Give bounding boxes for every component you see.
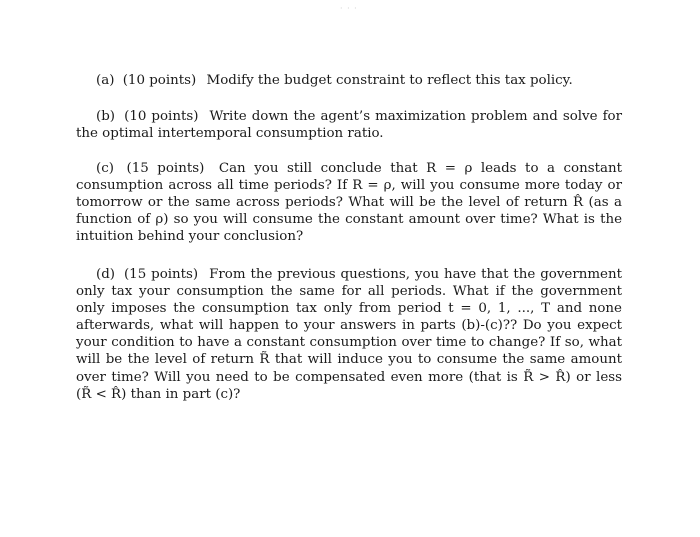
part-label: (d) [96, 267, 116, 282]
part-points: (15 points) [123, 267, 199, 282]
page-top-mark: · · · [340, 4, 358, 13]
part-question-text: From the previous questions, you have that the government only tax your consumption the same for all periods. What if the government only imposes the consumption tax only from period t = 0, 1, ..., T and none afterwards, what will happen to your answers in parts (b)-(c)?? Do you expect your condition to have a constant consumption over time to change? If so, what will be the level of return R̃ that will induce you to consume the same amount over time? Will you need to be compensated even more (that is R̃ > R̂) or less (R̃ < R̂) than in part (c)? [76, 267, 622, 402]
part-question-text: Modify the budget constraint to reflect this tax policy. [206, 73, 573, 88]
part-points: (10 points) [124, 109, 199, 124]
part-points: (15 points) [126, 161, 205, 176]
question-part-d [76, 266, 622, 403]
part-question-text: Write down the agent’s maximization problem and solve for the optimal intertemporal consumption ratio. [76, 109, 623, 142]
part-label: (c) [96, 161, 114, 176]
part-label: (b) [96, 109, 116, 124]
part-label: (a) [96, 73, 115, 88]
question-part-c [76, 160, 622, 245]
part-question-text: Can you still conclude that R = ρ leads to a constant consumption across all time periods? If R = ρ, will you consume more today or tomorrow or the same across periods? What will be the level of return R̂ (as a function of ρ) so you will consume the constant amount over time? What is the intuition behind your conclusion? [76, 161, 622, 245]
question-part-b [76, 108, 622, 142]
part-points: (10 points) [122, 73, 197, 88]
question-part-a [76, 72, 622, 89]
